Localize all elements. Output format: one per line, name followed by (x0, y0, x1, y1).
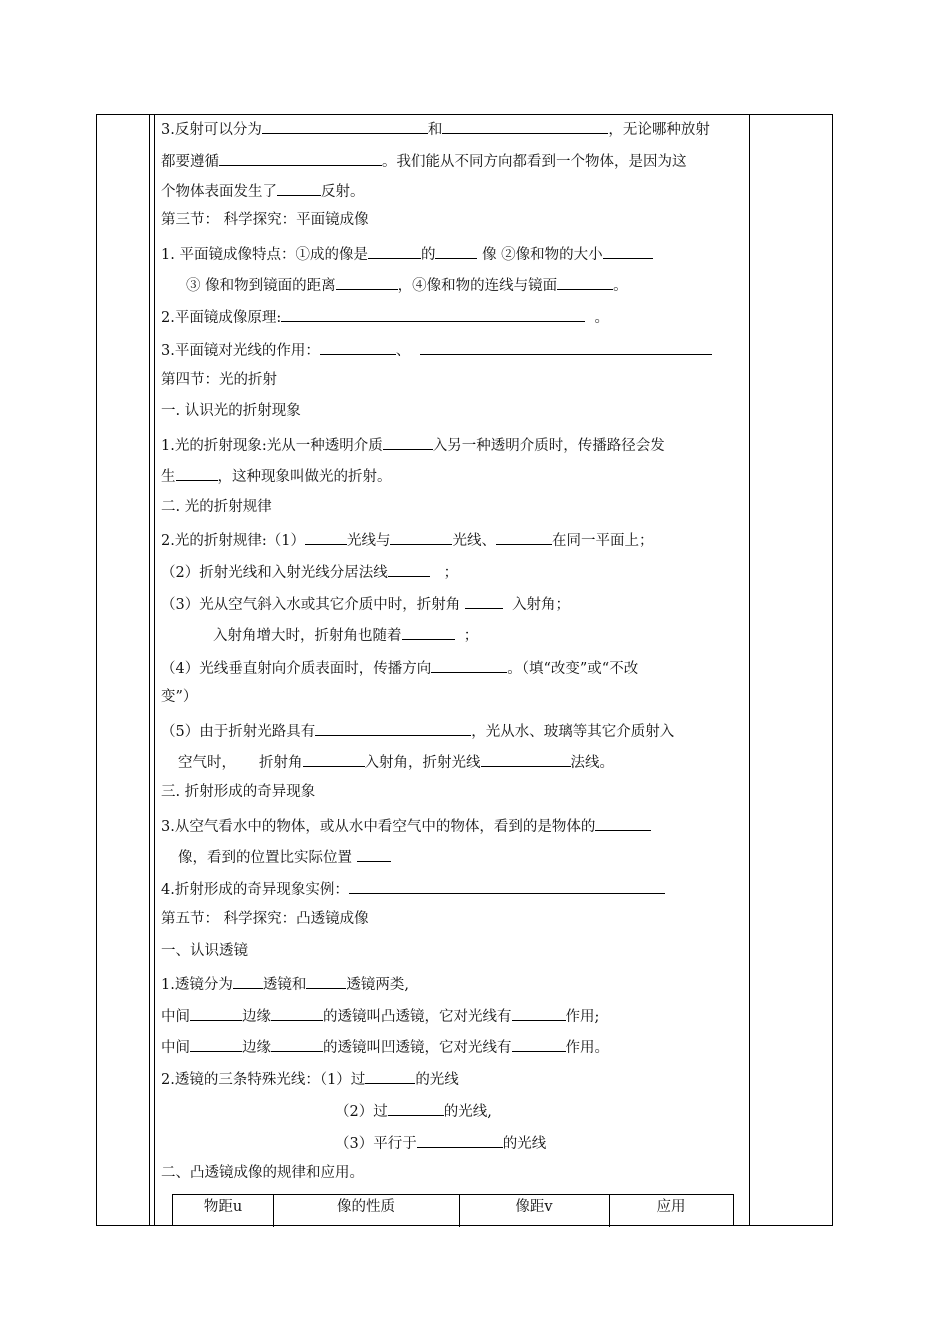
line-refraction-law-3: （3）光从空气斜入水或其它介质中时，折射角 入射角； (161, 593, 570, 615)
line-concave-lens: 中间 边缘 的透镜叫凹透镜，它对光线有 作用。 (161, 1036, 609, 1058)
line-mirror-features: 1. 平面镜成像特点：①成的像是 的 像 ②像和物的大小 (161, 243, 653, 265)
line-reflection-types: 3.反射可以分为 和 ，无论哪种放射 (161, 118, 710, 140)
section-three-title: 第三节： 科学探究：平面镜成像 (161, 212, 369, 228)
line-refraction-examples: 4.折射形成的奇异现象实例： (161, 878, 665, 900)
line-mirror-principle: 2.平面镜成像原理: 。 (161, 306, 609, 328)
line-refraction-image-2: 像，看到的位置比实际位置 (178, 846, 391, 868)
line-refraction-law-1: 2.光的折射规律:（1） 光线与 光线、 在同一平面上； (161, 529, 653, 551)
column-divider (749, 115, 750, 1225)
table-header-object-distance: 物距u (203, 1199, 243, 1215)
line-mirror-effect: 3.平面镜对光线的作用： 、 (161, 339, 712, 361)
line-refraction-law-4b: 变”） (161, 689, 198, 705)
subsection-refraction-phenomenon: 一. 认识光的折射现象 (161, 403, 301, 419)
line-refraction-law-5b: 空气时， 折射角 入射角，折射光线 法线。 (178, 751, 614, 773)
table-header-image-distance: 像距v (515, 1199, 553, 1215)
subsection-lens-intro: 一、认识透镜 (161, 943, 248, 959)
line-reflection-diffuse: 个物体表面发生了 反射。 (161, 180, 365, 202)
line-mirror-features-2: ③ 像和物到镜面的距离 ，④像和物的连线与镜面 。 (186, 274, 628, 296)
section-five-title: 第五节： 科学探究：凸透镜成像 (161, 911, 369, 927)
line-refraction-definition: 1.光的折射现象:光从一种透明介质 入另一种透明介质时，传播路径会发 (161, 434, 665, 456)
subsection-refraction-law: 二. 光的折射规律 (161, 499, 272, 515)
line-refraction-image: 3.从空气看水中的物体，或从水中看空气中的物体，看到的是物体的 (161, 815, 651, 837)
line-refraction-law-5: （5）由于折射光路具有 ，光从水、玻璃等其它介质射入 (161, 720, 674, 742)
line-refraction-definition-2: 生 ，这种现象叫做光的折射。 (161, 465, 392, 487)
line-refraction-law-2: （2）折射光线和入射光线分居法线 ； (161, 561, 458, 583)
line-special-rays-2: （2）过 的光线, (335, 1100, 492, 1122)
line-refraction-law-4: （4）光线垂直射向介质表面时，传播方向 。（填“改变”或“不改 (161, 657, 638, 679)
section-four-title: 第四节：光的折射 (161, 372, 277, 388)
line-convex-lens: 中间 边缘 的透镜叫凸透镜，它对光线有 作用; (161, 1005, 599, 1027)
subsection-convex-lens-rules: 二、凸透镜成像的规律和应用。 (161, 1165, 364, 1181)
line-refraction-law-3b: 入射角增大时，折射角也随着 ； (213, 624, 478, 646)
table-header-application: 应用 (656, 1199, 686, 1215)
column-divider (149, 115, 150, 1225)
line-reflection-law: 都要遵循 。我们能从不同方向都看到一个物体，是因为这 (161, 150, 687, 172)
lens-imaging-table (172, 1194, 734, 1226)
column-divider (154, 115, 155, 1225)
line-lens-types: 1.透镜分为 透镜和 透镜两类, (161, 973, 409, 995)
line-special-rays-3: （3）平行于 的光线 (335, 1132, 546, 1154)
line-special-rays-1: 2.透镜的三条特殊光线：（1）过 的光线 (161, 1068, 459, 1090)
table-header-image-properties: 像的性质 (337, 1199, 395, 1215)
subsection-refraction-wonders: 三. 折射形成的奇异现象 (161, 784, 316, 800)
